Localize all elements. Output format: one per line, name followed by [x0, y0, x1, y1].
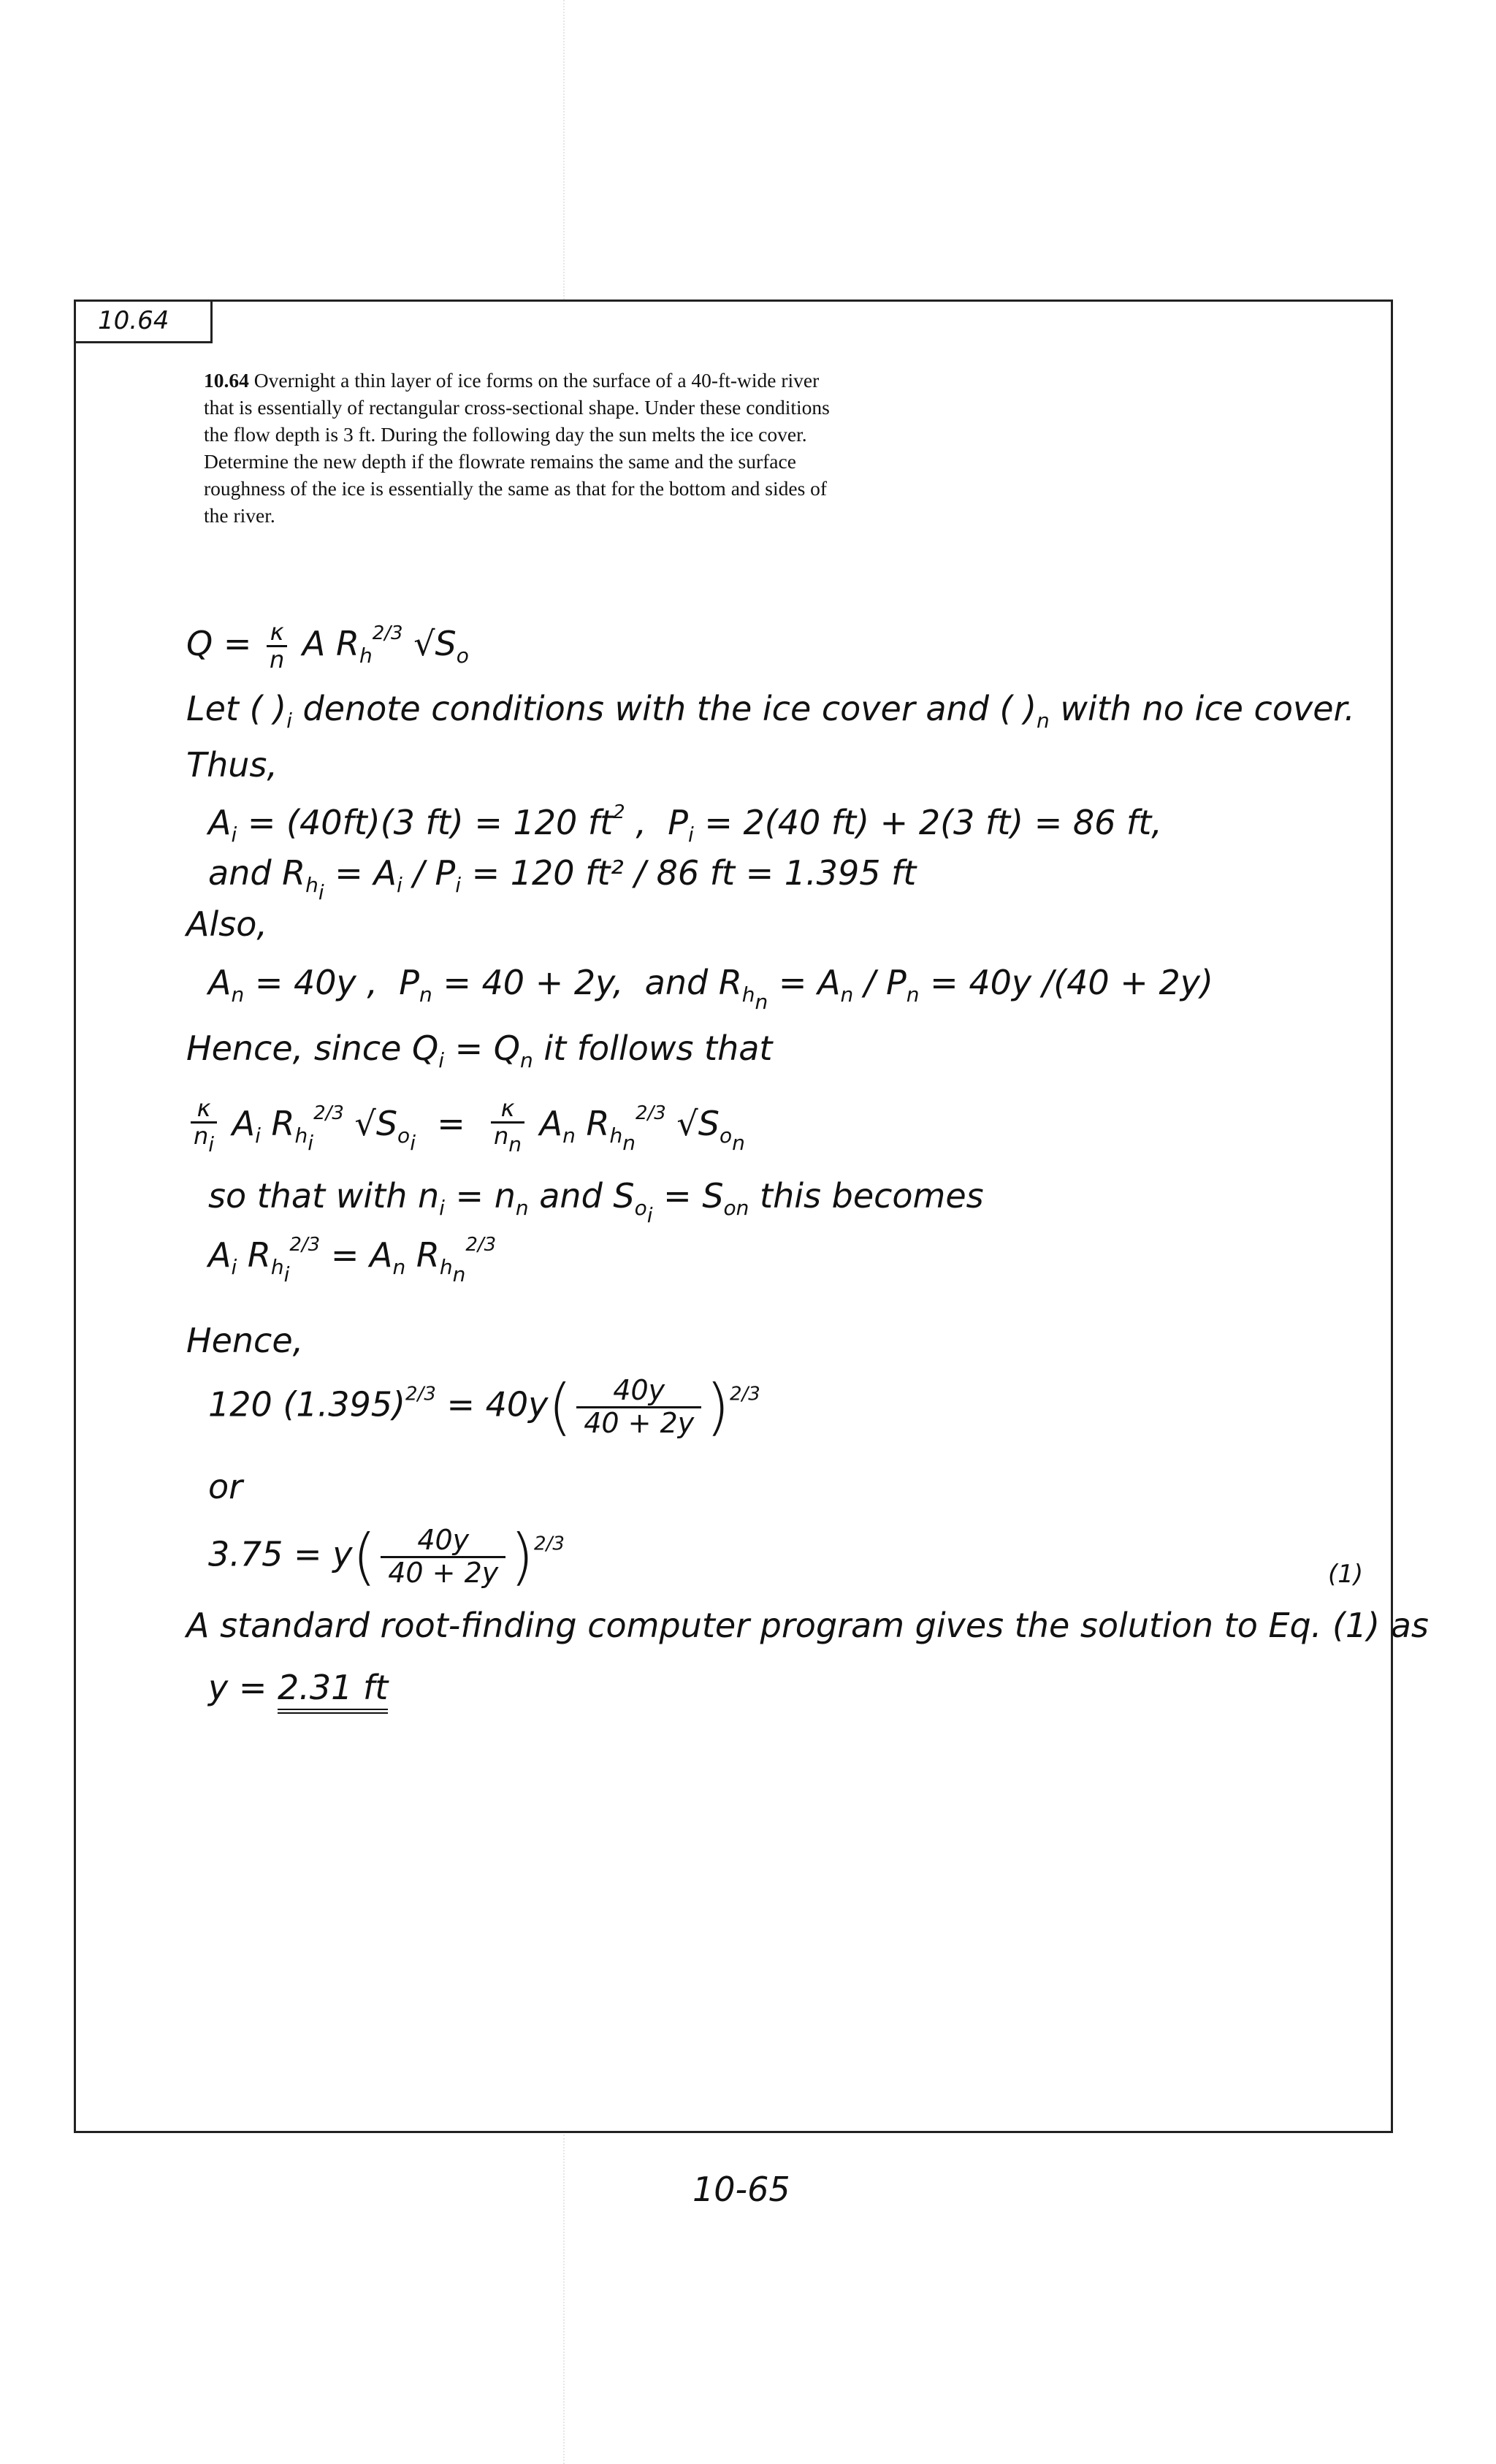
scan-guide-line	[563, 0, 565, 300]
answer-value: 2.31 ft	[278, 1668, 388, 1714]
area-n: = 40y ,	[254, 963, 378, 1002]
tab-label: 10.64	[98, 306, 169, 335]
line-let: Let ( )$_i$ denote conditions with the ice cover and ( )$_n$ with no ice cover.	[186, 689, 1355, 733]
line-hence-since: Hence, since $Q_i = Q_n$ it follows that	[186, 1029, 773, 1072]
line-also: Also,	[186, 904, 267, 944]
rh-n: = 40y /(40 + 2y)	[930, 963, 1213, 1002]
final-answer	[208, 1669, 388, 1706]
line-area-perimeter-i: $A_i = (40ft)(3$ ft) = 120 $ft^2$ , $P_i = 2(40$ ft) + 2(3 ft) = 86 ft,	[208, 801, 1162, 847]
manning-slope-sub: o	[456, 644, 469, 668]
fraction-depth-2	[381, 1525, 505, 1589]
fraction-depth	[576, 1373, 701, 1439]
manning-slope: √S	[413, 624, 457, 664]
manning-kappa: κ	[267, 619, 287, 647]
frac2-den: 40 + 2y	[388, 1556, 499, 1589]
perimeter-i: = 2(40 ft) + 2(3 ft) = 86 ft,	[704, 803, 1162, 842]
problem-number: 10.64	[204, 369, 249, 392]
let-rest: denote conditions with the ice cover and ( )	[291, 689, 1037, 728]
line-rh-i: and $R_{h_i} = A_i / P_i = 120$ ft² / 86 ft = 1.395 ft	[208, 853, 917, 904]
frac-den: 40 + 2y	[584, 1406, 695, 1439]
line-root-finding: A standard root-finding computer program gives the solution to Eq. (1) as	[186, 1606, 1429, 1645]
manning-n: n	[270, 646, 285, 674]
line-thus: Thus,	[186, 745, 278, 785]
eq1-left: 3.75 = y	[208, 1534, 353, 1574]
frac2-num: 40y	[381, 1525, 505, 1558]
eq-mid: = 40y	[446, 1384, 549, 1424]
equation-number: (1)	[1328, 1560, 1364, 1589]
perimeter-n: = 40 + 2y,	[443, 963, 624, 1002]
hence-since: Hence, since Q	[186, 1029, 439, 1068]
eq-left: 120 (1.395)	[208, 1384, 406, 1424]
line-hence2: Hence,	[186, 1321, 304, 1360]
fraction-i: $\frac{\kappa}{n_i}$	[191, 1096, 217, 1156]
equation-flow-equality: $\frac{\kappa}{n_i}$ $A_i$ $R_{h_i}^{2/3}$ $√S_{o_i}$ = $\frac{\kappa}{n_n}$ $A_n$ $R_{h_n}^{2/3}$ $√S_{o_n}$	[186, 1096, 745, 1156]
manning-area-radius: A R	[302, 624, 359, 664]
problem-statement	[204, 367, 832, 529]
equation-reduced: $A_i$ $R_{h_i}^{2/3} = A_n$ $R_{h_n}^{2/3}$	[208, 1234, 497, 1286]
manning-fraction	[267, 619, 287, 673]
answer-prefix: y =	[208, 1668, 267, 1707]
problem-tab	[74, 300, 213, 343]
frac-num: 40y	[576, 1376, 701, 1408]
area-i: = (40ft)(3 ft) = 120 ft	[247, 803, 614, 842]
so-that-rest: this becomes	[749, 1176, 984, 1216]
line-or: or	[208, 1467, 243, 1506]
equation-substituted: 120 $(1.395)^{2/3} = 40y$( $\frac{40y}{40 + 2y}$ )$^{2/3}$	[208, 1371, 760, 1443]
let-end: with no ice cover.	[1049, 689, 1355, 728]
line-area-perimeter-n: $A_n = 40y$ , $P_n = 40 + 2y$, and $R_{h_n} = A_n / P_n = 40y$ /(40 + 2y)	[208, 963, 1213, 1014]
rh-i: = 120 ft² / 86 ft = 1.395 ft	[471, 853, 917, 893]
problem-text: Overnight a thin layer of ice forms on the surface of a 40-ft-wide river that is essentially of rectangular cross-sectional shape. Under these conditions the flow depth is 3 ft. During the following day the sun melts the ice cover. Determine the new depth if the flowrate remains the same and the surface roughness of the ice is essentially the same as that for the bottom and sides of the river.	[204, 369, 830, 527]
manning-equation: Q = $\frac{\kappa}{n}$ A $R_h^{2/3}$ $√S_o$	[186, 618, 469, 674]
scan-guide-line	[563, 2135, 565, 2464]
fraction-n: $\frac{\kappa}{n_n}$	[491, 1096, 524, 1156]
let-text: Let ( )	[186, 689, 287, 728]
so-that: so that with n	[208, 1176, 440, 1216]
hence-rest: it follows that	[533, 1029, 773, 1068]
equation-1: 3.75 = y( $\frac{40y}{40 + 2y}$ )$^{2/3}$	[208, 1521, 565, 1593]
line-so-that: so that with $n_i = n_n$ and $S_{o_i} = S_{on}$ this becomes	[208, 1176, 984, 1227]
page-number: 10-65	[692, 2170, 790, 2209]
